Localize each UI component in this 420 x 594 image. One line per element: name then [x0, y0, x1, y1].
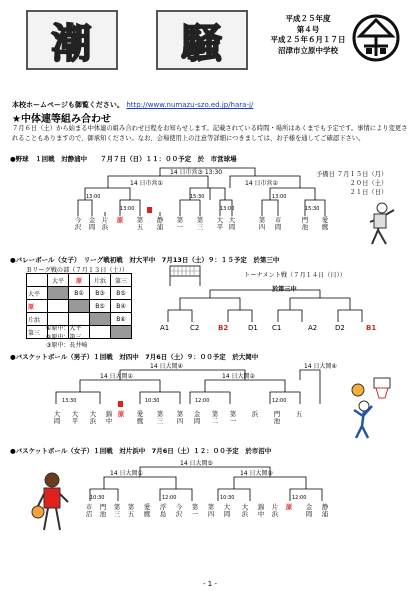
league-cell: B①: [69, 287, 90, 300]
bb-girls-time: 10:30: [90, 495, 105, 501]
baseball-time: 13:00: [220, 206, 235, 212]
homepage-notice-text: 本校ホームページも御覧ください。: [12, 101, 124, 109]
team-name: 金 岡: [193, 411, 201, 426]
homepage-link[interactable]: http://www.numazu-szo.ed.jp/hara-j/: [126, 101, 254, 109]
issue-number: 第４号: [296, 24, 320, 34]
baseball-time: 15:30: [305, 206, 320, 212]
seed-label: A2: [308, 324, 318, 332]
school-name: 沼津市立原中学校: [278, 45, 338, 55]
league-note: ③原中：長井崎: [46, 342, 88, 349]
league-notes: [46, 325, 87, 351]
team-name: 第 二: [211, 411, 219, 426]
section-heading: ★中体連等組み合わせ: [12, 114, 111, 125]
team-name: 大 岡: [228, 217, 236, 232]
masthead-char-1: [26, 10, 118, 70]
league-corner-cell: [27, 274, 48, 287]
league-cell: [90, 326, 111, 339]
bb-boys-time: 12:00: [272, 398, 287, 404]
spare-day: ２０日（土）: [349, 180, 388, 187]
team-name: 第 一: [191, 504, 199, 519]
team-name: 浜: [251, 411, 259, 418]
spare-day: 予備日 ７月１５日（月）: [316, 171, 388, 178]
baseball-semi-left: 14 日市営①: [130, 180, 163, 187]
bb-boys-final: 14 日大岡④: [150, 363, 183, 370]
league-row-header: 大平: [27, 287, 48, 300]
team-name: 門 池: [99, 504, 107, 519]
seed-label-hara: B1: [366, 324, 377, 332]
team-name: 錦 中: [257, 504, 265, 519]
team-name: 第 四: [176, 411, 184, 426]
team-name: 第 三: [196, 217, 204, 232]
school-emblem-icon: [352, 14, 400, 62]
masthead-char-2: [156, 10, 248, 70]
team-name-hara: 原: [285, 504, 293, 511]
baseball-player-illustration-icon: [360, 200, 410, 248]
baseball-heading: ●野球 １回戦 対静浦中 ７月７日（日）１１：００予定 於 市営球場: [10, 155, 237, 163]
issue-date: 平成２５年６月１７日: [270, 35, 346, 44]
team-name-hara: 原: [117, 411, 125, 418]
team-name: 金 岡: [305, 504, 313, 519]
seed-label: C2: [190, 324, 200, 332]
league-col-header-hara: 原: [69, 274, 90, 287]
masthead-char-1-text: 潮: [51, 19, 93, 67]
team-name: 片 浜: [101, 217, 109, 232]
league-diagonal-cell: [48, 287, 69, 300]
league-diagonal-cell: [69, 300, 90, 313]
team-name: 愛 鷹: [143, 504, 151, 519]
team-name: 門 池: [301, 217, 309, 232]
basketball-girls-heading: ●バスケットボール（女子）１回戦 対片浜中 7月6日（土）１２：００予定 於市沼中: [10, 447, 272, 455]
league-note: ①原中：大平: [46, 325, 82, 332]
team-name: 市 岡: [274, 217, 282, 232]
baseball-time: 13:00: [120, 206, 135, 212]
tournament-title: トーナメント戦（７月１４日（日））: [244, 272, 346, 279]
baseball-time: 15:30: [190, 194, 205, 200]
team-name: 大 浜: [89, 411, 97, 426]
bb-girls-time: 12:00: [162, 495, 177, 501]
team-name: 大 岡: [53, 411, 61, 426]
league-row-header-hara: 原: [27, 300, 48, 313]
bb-boys-semi-right: 14 日大岡②: [222, 373, 255, 380]
seed-label: A1: [160, 324, 170, 332]
bb-girls-final: 14 日大岡⑤: [180, 460, 213, 467]
homepage-notice: [12, 100, 253, 110]
team-name: 第 五: [127, 504, 135, 519]
league-col-header: 大平: [48, 274, 69, 287]
bb-boys-time: 10:30: [145, 398, 160, 404]
basketball-player-illustration-icon: [336, 376, 396, 440]
bb-boys-time: 12:00: [195, 398, 210, 404]
team-name: 大 岡: [223, 504, 231, 519]
issue-year: 平成２５年度: [285, 14, 331, 23]
seed-label: D1: [248, 324, 258, 332]
intro-paragraph: ７月６日（土）から始まる中体連の組み合わせ日程をお知らせします。記載されている時間・場所はあくまでも予定です。事情により変更されることもありますので、御承知ください。なお、会場使用上の注意等詳細につきましては、お子様を通してご確認下さい。: [12, 125, 408, 142]
team-name: 第 三: [113, 504, 121, 519]
team-name: 今 沢: [74, 217, 82, 232]
league-note: ②原中：第三: [46, 333, 82, 341]
our-school-marker: [147, 207, 152, 213]
league-row: [27, 313, 132, 326]
league-diagonal-cell: [111, 326, 132, 339]
team-name: 第 一: [176, 217, 184, 232]
team-name: 第 一: [229, 411, 237, 426]
league-cell: B⑤: [90, 300, 111, 313]
volleyball-bracket: [150, 278, 390, 328]
team-name: 第 三: [156, 411, 164, 426]
team-name: 錦 中: [105, 411, 113, 426]
girl-basketball-player-illustration-icon: [30, 470, 80, 540]
league-header-row: [27, 274, 132, 287]
team-name: 今 沢: [175, 504, 183, 519]
masthead-char-2-text: 騒: [181, 19, 223, 67]
league-diagonal-cell: [90, 313, 111, 326]
seed-label-hara: B2: [218, 324, 229, 332]
bb-boys-final-right: 14 日大岡④: [304, 363, 337, 370]
seed-label: D2: [335, 324, 345, 332]
team-name: 浮 島: [159, 504, 167, 519]
league-cell: [48, 300, 69, 313]
league-row: [27, 287, 132, 300]
issue-info: [268, 14, 348, 56]
tournament-venue: 於第三中: [272, 286, 297, 293]
league-cell: B⑥: [111, 313, 132, 326]
team-name-hara: 原: [116, 217, 124, 224]
team-name: 五: [295, 411, 303, 418]
team-name: 門 池: [273, 411, 281, 426]
baseball-spare-days: [316, 170, 387, 197]
team-name: 市 沼: [85, 504, 93, 519]
bb-girls-time: 12:00: [292, 495, 307, 501]
team-name: 静 浦: [156, 217, 164, 232]
bb-boys-time: 13:30: [62, 398, 77, 404]
team-name: 第 四: [207, 504, 215, 519]
team-name: 大 平: [216, 217, 224, 232]
league-cell: [69, 313, 90, 326]
bb-girls-time: 10:30: [220, 495, 235, 501]
league-title: Ｂリーグ戦の部（７月１３日（土））: [26, 267, 129, 274]
league-cell: B③: [90, 287, 111, 300]
team-name: 大 平: [71, 411, 79, 426]
baseball-final-label: 14 日市営③ 13:30: [170, 169, 223, 176]
spare-day: ２１日（日）: [349, 189, 388, 196]
league-cell: B⑤: [111, 287, 132, 300]
team-name: 静 浦: [321, 504, 329, 519]
team-name: 第 四: [258, 217, 266, 232]
page-number: - 1 -: [203, 580, 217, 588]
seed-label: C1: [272, 324, 282, 332]
league-row-header: 片浜: [27, 313, 48, 326]
baseball-semi-right: 14 日市営②: [245, 180, 278, 187]
baseball-time: 13:00: [86, 194, 101, 200]
league-row-header: 第三: [27, 326, 48, 339]
team-name: 大 浜: [241, 504, 249, 519]
our-school-marker: [118, 401, 123, 407]
bb-boys-semi-left: 14 日大岡①: [100, 373, 133, 380]
league-row: [27, 300, 132, 313]
league-col-header: 片浜: [90, 274, 111, 287]
team-name: 金 岡: [88, 217, 96, 232]
league-col-header: 第三: [111, 274, 132, 287]
baseball-time: 13:00: [272, 194, 287, 200]
team-name: 愛 鷹: [136, 411, 144, 426]
bb-girls-semi-left: 14 日大岡①: [110, 470, 143, 477]
league-cell: [48, 313, 69, 326]
team-name: 第 五: [136, 217, 144, 232]
basketball-boys-heading: ●バスケットボール（男子）１回戦 対四中 7月6日（土）９：００予定 於大岡中: [10, 353, 259, 361]
bb-girls-semi-right: 14 日大岡②: [240, 470, 273, 477]
team-name: 愛 鷹: [321, 217, 329, 232]
team-name: 片 浜: [271, 504, 279, 519]
league-cell: B④: [111, 300, 132, 313]
volleyball-heading: ●バレーボール（女子） リーグ戦初戦 対大平中 7月13日（土）９：１５予定 於第三中: [10, 256, 280, 264]
